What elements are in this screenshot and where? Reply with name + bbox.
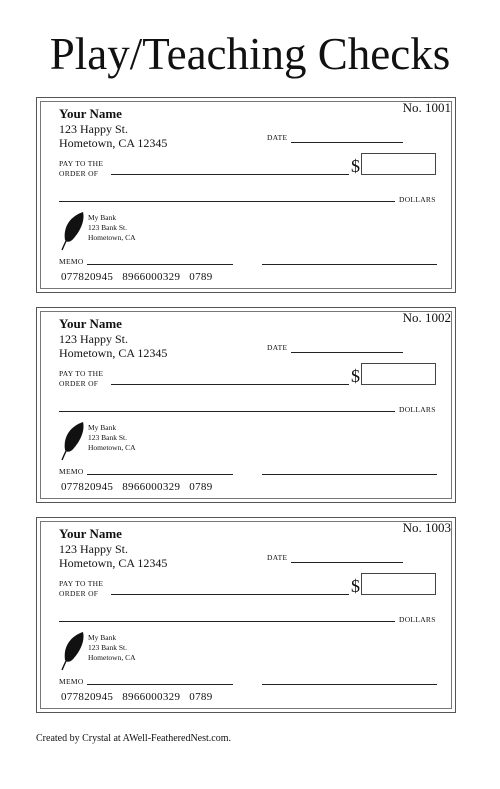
account-holder-city: Hometown, CA 12345 <box>59 136 168 150</box>
check-number: No. 1002 <box>402 310 451 325</box>
payee-field[interactable] <box>111 174 349 175</box>
micr-line: 077820945 8966000329 0789 <box>61 691 213 703</box>
payee-field[interactable] <box>111 594 349 595</box>
feather-icon <box>59 420 87 462</box>
bank-city: Hometown, CA <box>88 443 136 452</box>
date-field[interactable] <box>291 142 403 143</box>
account-holder-name: Your Name <box>59 106 122 121</box>
payee-field[interactable] <box>111 384 349 385</box>
check-2 <box>36 307 456 503</box>
check-1 <box>36 97 456 293</box>
memo-field[interactable] <box>87 684 233 685</box>
amount-words-field[interactable] <box>59 201 395 202</box>
memo-label: MEMO <box>59 257 84 266</box>
check-3 <box>36 517 456 713</box>
date-label: DATE <box>267 343 288 352</box>
account-holder-street: 123 Happy St. <box>59 122 128 136</box>
signature-field[interactable] <box>262 684 437 685</box>
pay-to-label: PAY TO THE <box>59 369 104 378</box>
date-label: DATE <box>267 553 288 562</box>
account-holder-city: Hometown, CA 12345 <box>59 346 168 360</box>
signature-field[interactable] <box>262 474 437 475</box>
amount-words-field[interactable] <box>59 621 395 622</box>
check-number: No. 1003 <box>402 520 451 535</box>
micr-line: 077820945 8966000329 0789 <box>61 271 213 283</box>
dollar-sign: $ <box>351 156 360 176</box>
date-label: DATE <box>267 133 288 142</box>
micr-line: 077820945 8966000329 0789 <box>61 481 213 493</box>
memo-label: MEMO <box>59 677 84 686</box>
account-holder-street: 123 Happy St. <box>59 332 128 346</box>
memo-label: MEMO <box>59 467 84 476</box>
dollars-label: DOLLARS <box>399 615 436 624</box>
date-field[interactable] <box>291 562 403 563</box>
account-holder-city: Hometown, CA 12345 <box>59 556 168 570</box>
dollar-sign: $ <box>351 366 360 386</box>
amount-field[interactable] <box>361 153 436 175</box>
pay-to-label: PAY TO THE <box>59 159 104 168</box>
bank-name: My Bank <box>88 213 117 222</box>
signature-field[interactable] <box>262 264 437 265</box>
bank-street: 123 Bank St. <box>88 433 127 442</box>
page-title: Play/Teaching Checks <box>49 29 451 79</box>
amount-field[interactable] <box>361 573 436 595</box>
order-of-label: ORDER OF <box>59 379 99 388</box>
memo-field[interactable] <box>87 264 233 265</box>
feather-icon <box>59 630 87 672</box>
bank-city: Hometown, CA <box>88 233 136 242</box>
account-holder-street: 123 Happy St. <box>59 542 128 556</box>
feather-icon <box>59 210 87 252</box>
pay-to-label: PAY TO THE <box>59 579 104 588</box>
footer-credit: Created by Crystal at AWell-FeatheredNest.com. <box>36 733 231 744</box>
order-of-label: ORDER OF <box>59 169 99 178</box>
dollars-label: DOLLARS <box>399 405 436 414</box>
dollars-label: DOLLARS <box>399 195 436 204</box>
amount-words-field[interactable] <box>59 411 395 412</box>
bank-street: 123 Bank St. <box>88 643 127 652</box>
bank-city: Hometown, CA <box>88 653 136 662</box>
account-holder-name: Your Name <box>59 316 122 331</box>
bank-name: My Bank <box>88 633 117 642</box>
amount-field[interactable] <box>361 363 436 385</box>
memo-field[interactable] <box>87 474 233 475</box>
bank-street: 123 Bank St. <box>88 223 127 232</box>
dollar-sign: $ <box>351 576 360 596</box>
check-number: No. 1001 <box>402 100 451 115</box>
date-field[interactable] <box>291 352 403 353</box>
account-holder-name: Your Name <box>59 526 122 541</box>
bank-name: My Bank <box>88 423 117 432</box>
order-of-label: ORDER OF <box>59 589 99 598</box>
